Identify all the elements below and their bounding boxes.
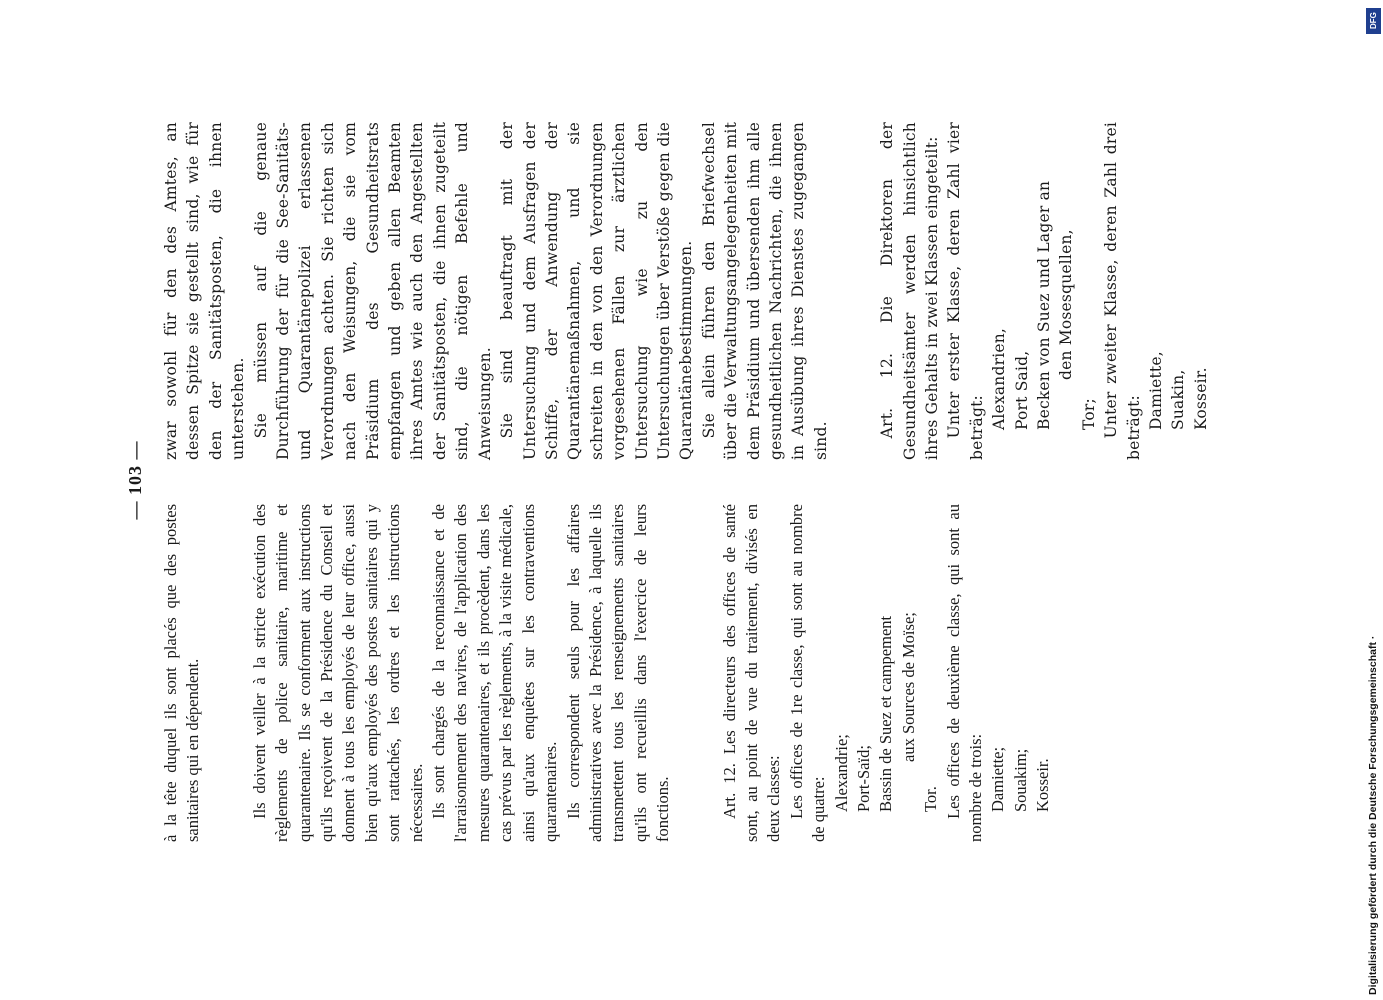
list-item: Alexandrien, [990,327,1009,430]
rotated-document-page [125,110,1260,850]
french-paragraph: Les offices de 1re classe, qui sont au nombre de quatre: [786,504,829,842]
list-item: Damiette; [988,746,1008,812]
french-office-list-second-class [987,504,1054,842]
list-item: den Mosesquellen, [1057,229,1076,380]
german-paragraph: Unter zweiter Klasse, deren Zahl drei beträgt: [1102,122,1143,460]
list-item: Tor; [1079,398,1098,430]
list-item: Souakim; [1010,748,1030,812]
list-item: Port-Saïd; [853,745,873,812]
digitization-credit: Digitalisierung gefördert durch die Deutsche Forschungsgemeinschaft · [1367,635,1379,995]
list-item: Alexandrie; [831,734,851,812]
german-paragraph: Sie müssen auf die genaue Durchführung der für die See-Sanitäts- und Quarantänepolizei erlassenen Verordnungen achten. Sie richten sich nach den Weisungen, die sie vom Präsidium des Gesundheitsrats empfangen und geben allen Beamten ihres Amtes wie auch den Angestellten der Sanitätsposten, die ihnen zugeteilt sind, die nötigen Befehle und Anweisungen. [251,122,494,460]
french-office-list-first-class [831,504,943,842]
french-paragraph: Les offices de deuxième classe, qui sont au nombre de trois: [943,504,985,842]
page-number: — 103 — [125,440,145,520]
german-paragraph: Sie allein führen den Briefwechsel über die Verwaltungsangelegenheiten mit dem Präsidium und übersenden ihm alle gesundheitlichen Nachrichten, die ihnen in Ausübung ihres Dienstes zugegangen sind. [699,122,830,460]
french-paragraph: Ils doivent veiller à la stricte exécution des règlements de police sanitaire, maritime et quarantenaire. Ils se conforment aux instructions qu'ils reçoivent de la Présidence du Conseil et donnent à tous les employés de leur office, aussi bien qu'aux employés des postes sanitaires qui y sont rattachés, les ordres et les instructions nécessaires. [249,504,426,842]
german-office-list-second-class [1145,122,1212,460]
german-paragraph: Unter erster Klasse, deren Zahl vier beträgt: [945,122,986,460]
french-column [160,504,1055,842]
german-paragraph: zwar sowohl für den des Amtes, an dessen Spitze sie gestellt sind, wie für den der Sanitätsposten, die ihnen unterstehen. [162,122,248,460]
list-item: Tor. [921,786,941,812]
list-item: Port Said, [1012,350,1031,430]
list-item: Suakin, [1169,369,1188,430]
list-item: Becken von Suez und Lager an [1035,180,1054,430]
list-item: Damiette, [1147,351,1166,430]
list-item: Kosseir. [1191,367,1210,430]
list-item: aux Sources de Moïse; [898,612,918,762]
french-article-heading: Art. 12. Les directeurs des offices de santé sont, au point de vue du traitement, divisés en deux classes: [719,504,784,842]
french-paragraph: Ils sont chargés de la reconnaissance et de l'arraisonnement des navires, de l'application des mesures quarantenaires, et ils procèdent, dans les cas prévus par les règlements, à la visite médicale, ainsi qu'aux enquêtes sur les contraventions quarantenaires. [429,504,561,842]
german-article-heading: Art. 12. Die Direktoren der Gesundheitsämter werden hinsichtlich ihres Gehalts in zwei Klassen eingeteilt: [878,122,941,460]
dfg-logo: DFG [1366,8,1381,34]
french-paragraph: Ils correspondent seuls pour les affaires administratives avec la Présidence, à laquelle ils transmettent tous les renseignements sanitaires qu'ils ont recueillis dans l'exercice de leurs fonctions. [563,504,673,842]
german-paragraph: Sie sind beauftragt mit der Untersuchung und dem Ausfragen der Schiffe, der Anwendung der Quarantänemaßnahmen, und sie schreiten in den von den Verordnungen vorgesehenen Fällen zur ärztlichen Untersuchung wie zu den Untersuchungen über Verstöße gegen die Quarantänebestimmungen. [498,122,696,460]
german-office-list-first-class [988,122,1100,460]
list-item: Bassin de Suez et campement [876,615,896,812]
list-item: Kosseir. [1033,758,1053,812]
german-column [160,122,1212,460]
french-paragraph: à la tête duquel ils sont placés que des postes sanitaires qui en dépendent. [161,504,203,842]
